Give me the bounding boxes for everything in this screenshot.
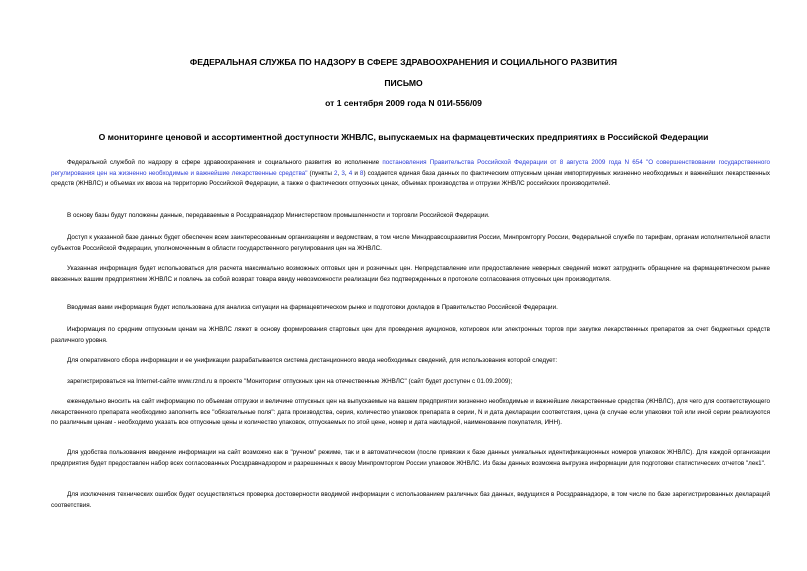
p1-text-f: ) создается единая база данных по фактическим отпускным ценам импортируемых жизненно необходимых и важнейших лекарственных средств (ЖНВЛС) и объемах их ввоза на территорию Российской Федерации, а также о фактических отпускных ценах, объемах производства и отгрузки ЖНВЛС российских производителей.	[51, 169, 770, 188]
p1-text-b: (пункты	[307, 169, 334, 177]
document-type: ПИСЬМО	[384, 78, 423, 88]
paragraph-2: В основу базы будут положены данные, передаваемые в Росздравнадзор Министерством промышленности и торговли Российской Федерации.	[67, 212, 490, 219]
p1-text-e: и	[352, 169, 360, 177]
clause-3-link[interactable]: 3	[341, 169, 345, 177]
p1-text-c: ,	[337, 169, 342, 177]
paragraph-11: Для исключения технических ошибок будет осуществляться проверка достоверности вводимой информации с использованием различных баз данных, ведущихся в Росздравнадзоре, в том числе по базе зарегистрированных деклараций соответствия.	[51, 491, 770, 509]
paragraph-6: Информация по средним отпускным ценам на ЖНВЛС ляжет в основу формирования стартовых цен для проведения аукционов, котировок или электронных торгов при закупке лекарственных препаратов за счет бюджетных средств различного уровня.	[51, 326, 770, 344]
p1-text-a: Федеральной службой по надзору в сфере здравоохранения и социального развития во исполнение	[67, 159, 383, 166]
clause-2-link[interactable]: 2	[334, 169, 338, 177]
paragraph-1	[51, 158, 770, 190]
paragraph-4: Указанная информация будет использоваться для расчета максимально возможных оптовых цен и розничных цен. Непредставление или предоставление неверных сведений может затруднить обращение на фармацевтическом рынке ввезенных вашим предприятием ЖНВЛС и повлечь за собой возврат товара ввиду невозможности реализации без подтвержденных в протоколе согласования отпускных цен производителя.	[51, 265, 770, 283]
p1-text-d: ,	[344, 169, 349, 177]
paragraph-7: Для оперативного сбора информации и ее унификации разрабатывается система дистанционного ввода необходимых сведений, для использования которой следует:	[67, 357, 558, 364]
document-date-number: от 1 сентября 2009 года N 01И-556/09	[325, 98, 482, 108]
paragraph-9: еженедельно вносить на сайт информацию по объемам отгрузки и величине отпускных цен на выпускаемые на вашем предприятии жизненно необходимые и важнейшие лекарственные средства (ЖНВЛС), для чего для соответствующего лекарственного препарата необходимо заполнить все "обязательные поля": дата производства, серия, количество упаковок препарата в серии, N и дата декларации соответствия, цена (в случае если упаковки той или иной серии реализуются по различным ценам - необходимо указать все отпускные цены и количество упаковок, отпускаемых по этой цене, номер и дата накладной, наименование покупателя, ИНН).	[51, 398, 770, 427]
paragraph-3: Доступ к указанной базе данных будет обеспечен всем заинтересованным организациям и ведомствам, в том числе Минздравсоцразвития России, Минпромторгу России, Федеральной службе по тарифам, органам исполнительной власти субъектов Российской Федерации, уполномоченным в области государственного регулирования цен на ЖНВЛС.	[51, 234, 770, 252]
paragraph-5: Вводимая вами информация будет использована для анализа ситуации на фармацевтическом рынке и подготовки докладов в Правительство Российской Федерации.	[67, 304, 558, 311]
clause-4-link[interactable]: 4	[348, 169, 353, 177]
government-decree-link[interactable]: постановления Правительства Российской Федерации от 8 августа 2009 года N 654 "О совершенствовании государственного регулирования цен на жизненно необходимые и важнейшие лекарственные средства"	[51, 159, 770, 177]
paragraph-8: зарегистрироваться на Internet-сайте www.rznd.ru в проекте "Мониторинг отпускных цен на отечественные ЖНВЛС" (сайт будет доступен с 01.09.2009);	[67, 378, 513, 385]
agency-title: ФЕДЕРАЛЬНАЯ СЛУЖБА ПО НАДЗОРУ В СФЕРЕ ЗДРАВООХРАНЕНИЯ И СОЦИАЛЬНОГО РАЗВИТИЯ	[189, 57, 618, 67]
paragraph-10: Для удобства пользования введение информации на сайт возможно как в "ручном" режиме, так и в автоматическом (после привязки к базе данных уникальных идентификационных номеров упаковок ЖНВЛС). Для каждой организации предприятия будет предоставлен набор всех согласованных Росздравнадзором и разрешенных к ввозу Минпромторгом России упаковок ЖНВЛС. Из базы данных возможна выгрузка информации для подготовки статистических отчетов "лек1".	[51, 449, 770, 467]
clause-8-link[interactable]: 8	[359, 169, 364, 177]
document-subject: О мониторинге ценовой и ассортиментной доступности ЖНВЛС, выпускаемых на фармацевтических предприятиях в Российской Федерации	[98, 132, 709, 142]
